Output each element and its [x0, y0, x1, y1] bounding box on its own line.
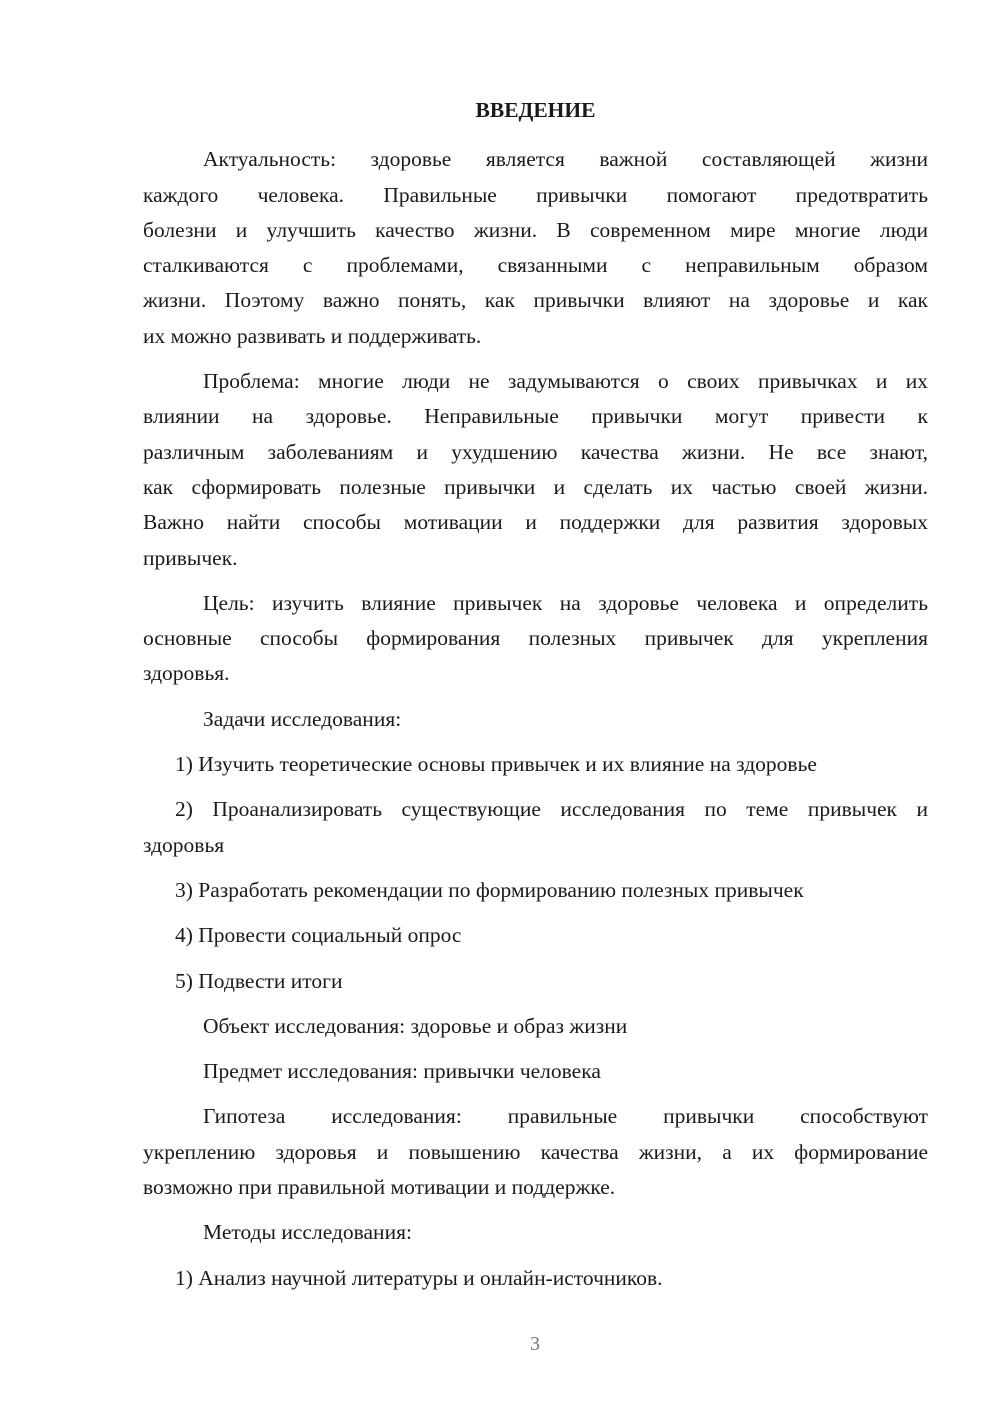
text-line: Гипотеза исследования: правильные привычки способствуют — [203, 1104, 928, 1129]
list-item — [143, 1261, 928, 1296]
text-line: как сформировать полезные привычки и сделать их частью своей жизни. — [143, 474, 928, 499]
list-item — [143, 873, 928, 908]
paragraph — [143, 702, 928, 737]
text-line: Методы исследования: — [203, 1220, 412, 1245]
text-line: 5) Подвести итоги — [175, 968, 343, 993]
text-line: их можно развивать и поддерживать. — [143, 323, 482, 348]
text-line: Проблема: многие люди не задумываются о своих привычках и их — [203, 369, 928, 394]
text-line: Задачи исследования: — [203, 706, 402, 731]
text-line: различным заболеваниям и ухудшению качества жизни. Не все знают, — [143, 439, 928, 464]
text-line: 3) Разработать рекомендации по формированию полезных привычек — [175, 877, 804, 902]
text-line: каждого человека. Правильные привычки помогают предотвратить — [143, 182, 928, 207]
section-title: ВВЕДЕНИЕ — [475, 98, 596, 122]
page-number: 3 — [530, 1333, 540, 1355]
text-line: основные способы формирования полезных привычек для укрепления — [143, 626, 928, 651]
text-line: сталкиваются с проблемами, связанными с неправильным образом — [143, 253, 928, 278]
text-line: болезни и улучшить качество жизни. В современном мире многие люди — [143, 217, 928, 242]
text-line: жизни. Поэтому важно понять, как привычки влияют на здоровье и как — [143, 288, 928, 313]
text-line: Актуальность: здоровье является важной составляющей жизни — [203, 147, 928, 172]
text-line: Цель: изучить влияние привычек на здоровье человека и определить — [203, 590, 928, 615]
paragraph — [143, 142, 928, 354]
paragraph — [143, 1215, 928, 1250]
text-line: здоровья — [143, 832, 225, 857]
list-item — [143, 964, 928, 999]
list-item — [143, 918, 928, 953]
text-line: возможно при правильной мотивации и поддержке. — [143, 1175, 616, 1200]
text-line: 1) Анализ научной литературы и онлайн-источников. — [175, 1265, 663, 1290]
document-body — [143, 142, 928, 1296]
paragraph — [143, 586, 928, 692]
text-line: Предмет исследования: привычки человека — [203, 1059, 601, 1084]
text-line: 2) Проанализировать существующие исследования по теме привычек и — [175, 797, 928, 822]
text-line: 1) Изучить теоретические основы привычек и их влияние на здоровье — [175, 752, 817, 777]
paragraph — [143, 1009, 928, 1044]
document-page — [143, 93, 928, 1296]
list-item — [143, 747, 928, 782]
text-line: Важно найти способы мотивации и поддержки для развития здоровых — [143, 510, 928, 535]
list-item — [143, 792, 928, 863]
paragraph — [143, 1054, 928, 1089]
paragraph — [143, 364, 928, 576]
text-line: влиянии на здоровье. Неправильные привычки могут привести к — [143, 404, 928, 429]
text-line: 4) Провести социальный опрос — [175, 923, 462, 948]
text-line: здоровья. — [143, 661, 230, 686]
paragraph — [143, 1099, 928, 1205]
text-line: Объект исследования: здоровье и образ жизни — [203, 1013, 628, 1038]
text-line: привычек. — [143, 545, 238, 570]
text-line: укреплению здоровья и повышению качества жизни, а их формирование — [143, 1139, 928, 1164]
